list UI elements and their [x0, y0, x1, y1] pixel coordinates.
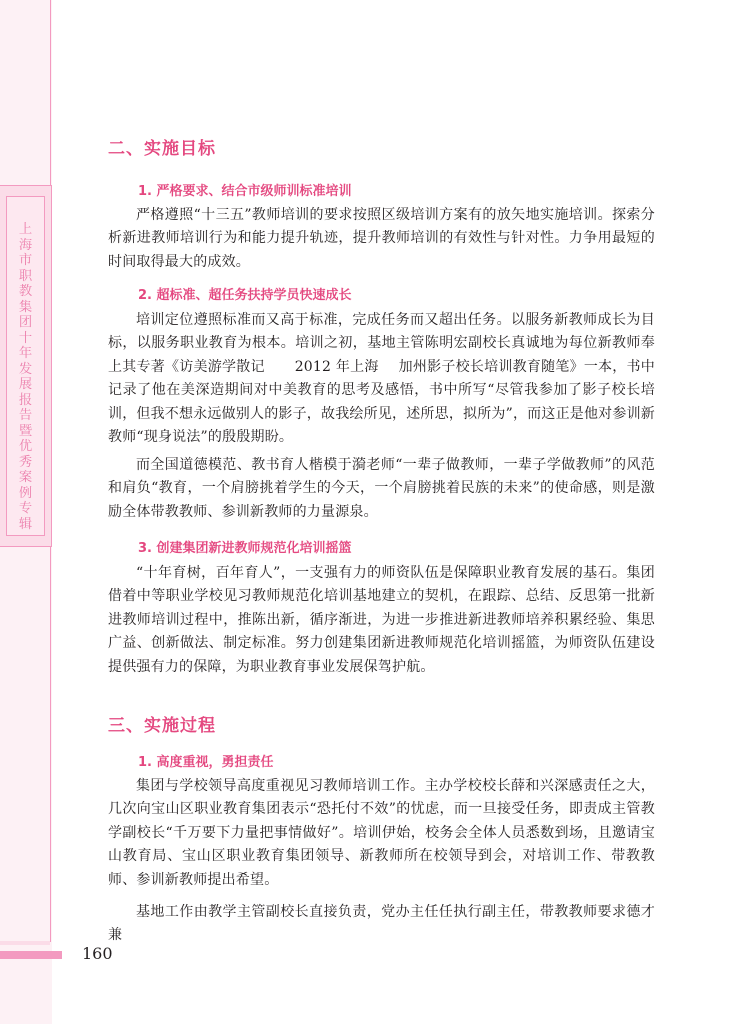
side-tab-frame: [6, 196, 45, 536]
paragraph: 基地工作由教学主管副校长直接负责，党办主任任执行副主任，带教教师要求德才兼: [108, 904, 655, 944]
section-heading: 二、实施目标: [108, 139, 216, 159]
subsection-heading: 3. 创建集团新进教师规范化培训摇篮: [138, 541, 352, 556]
subsection-heading: 2. 超标准、超任务扶持学员快速成长: [138, 288, 352, 303]
subsection-heading: 1. 高度重视，勇担责任: [138, 755, 274, 770]
section-heading: 三、实施过程: [108, 716, 216, 736]
margin-rule-top: [50, 0, 51, 185]
margin-rule-bottom: [50, 547, 51, 942]
paragraph: 严格遵照“十三五”教师培训的要求按照区级培训方案有的放矢地实施培训。探索分析新进教师培训行为和能力提升轨迹，提升教师培训的有效性与针对性。力争用最短的时间取得最大的成效。: [108, 207, 655, 270]
text-run: 2012 年上海: [294, 358, 379, 375]
paragraph: [108, 309, 655, 449]
subsection-heading: 1. 严格要求、结合市级师训标准培训: [138, 184, 352, 199]
text-run: 加州影子校长培训教育随笔》一本，书中记录了他在美深造期间对中美教育的思考及感悟，书中所写“尽管我参加了影子校长培训，但我不想永远做别人的影子，故我绘所见，述所思，拟所为”，而这正是他对参训新教师“现身说法”的殷殷期盼。: [108, 358, 655, 446]
paragraph: “十年育树，百年育人”，一支强有力的师资队伍是保障职业教育发展的基石。集团借着中等职业学校见习教师规范化培训基地建立的契机，在跟踪、总结、反思第一批新进教师培训过程中，推陈出新，循序渐进，为进一步推进新进教师培养积累经验、集思广益、创新做法、制定标准。努力创建集团新进教师规范化培训摇篮，为师资队伍建设提供强有力的保障，为职业教育事业发展保驾护航。: [108, 565, 655, 675]
paragraph: 集团与学校领导高度重视见习教师培训工作。主办学校校长薛和兴深感责任之大，几次向宝山区职业教育集团表示“恐托付不效”的忧虑，而一旦接受任务，即责成主管教学副校长“千万要下力量把事情做好”。培训伊始，校务会全体人员悉数到场，且邀请宝山教育局、宝山区职业教育集团领导、新教师所在校领导到会，对培训工作、带教教师、参训新教师提出希望。: [108, 778, 655, 888]
side-title: 上海市职教集团十年发展报告暨优秀案例专辑: [18, 222, 33, 532]
footer-bar: [0, 951, 62, 959]
side-tab: [0, 185, 52, 547]
paragraph: 而全国道德模范、教书育人楷模于漪老师“一辈子做教师，一辈子学做教师”的风范和肩负“教育，一个肩膀挑着学生的今天，一个肩膀挑着民族的未来”的使命感，则是激励全体带教教师、参训新教师的力量源泉。: [108, 457, 655, 520]
page-number: 160: [82, 944, 113, 963]
text-run: 培训定位遵照标准而又高于标准，完成任务而又超出任务。以服务新教师成长为目标，以服务职业教育为根本。培训之初，基地主管陈明宏副校长真诚地为每位新教师奉上其专著《访美游学散记: [108, 312, 655, 375]
footer-bar-light: [0, 941, 50, 945]
